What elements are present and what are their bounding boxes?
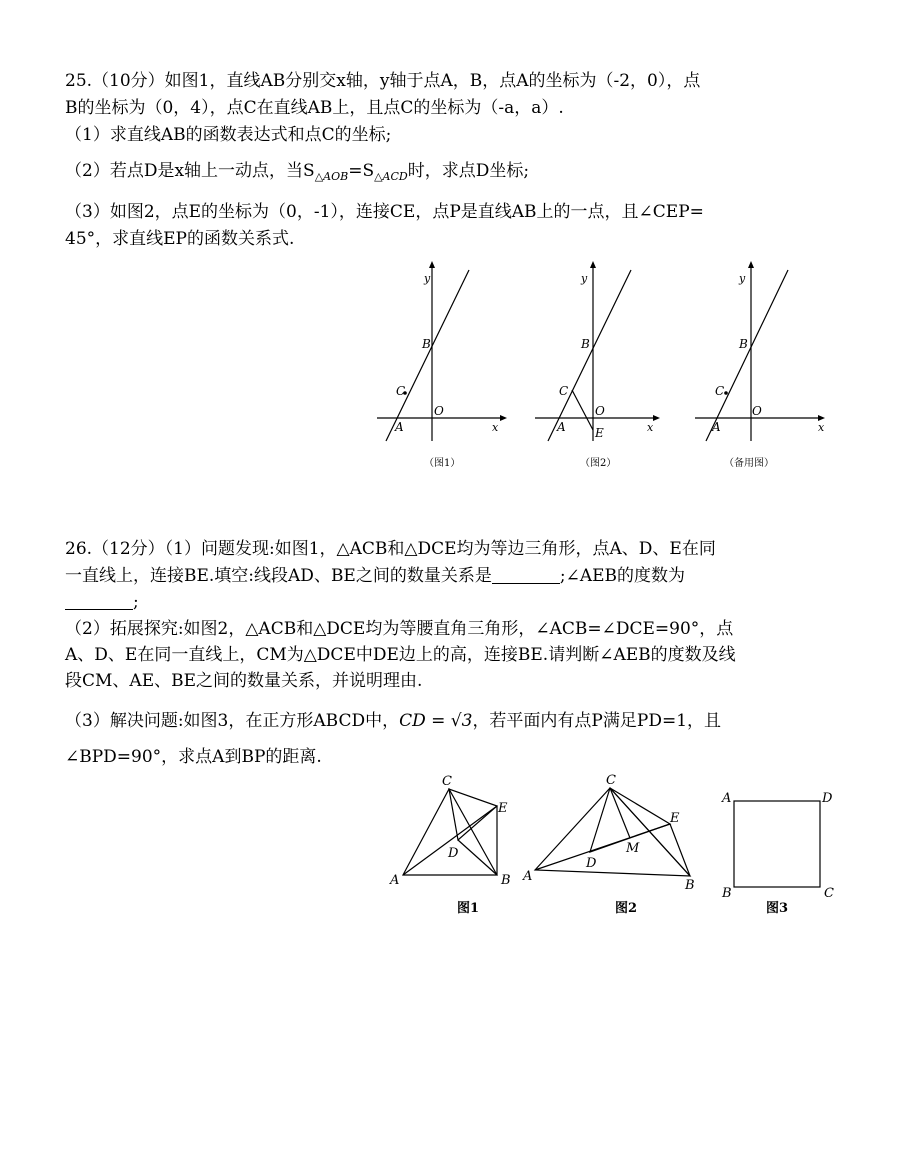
- label-y: y: [581, 272, 588, 285]
- label-c: C: [442, 774, 452, 789]
- label-c: C: [606, 773, 616, 788]
- label-d: D: [822, 791, 833, 806]
- line-ab: [548, 270, 631, 441]
- segment-ce: [572, 390, 593, 430]
- caption-fig3: 图3: [766, 901, 789, 916]
- label-a: A: [557, 420, 566, 434]
- label-b: B: [722, 886, 732, 901]
- q25-figure-backup: [690, 258, 835, 473]
- label-e: E: [498, 801, 508, 816]
- q25-figure-2: [530, 258, 665, 473]
- label-e: E: [595, 426, 604, 440]
- label-o: O: [434, 404, 444, 418]
- label-o: O: [752, 404, 762, 418]
- q25-figure-1: [372, 258, 507, 473]
- segment-be: [670, 824, 690, 876]
- label-m: M: [626, 841, 640, 856]
- y-axis-arrow: [748, 261, 754, 268]
- q25-part2-sub1: △AOB: [314, 170, 349, 183]
- label-c: C: [559, 384, 569, 398]
- q26-part3-b: ，若平面内有点P满足PD=1，且: [472, 711, 722, 731]
- q25-line2: B的坐标为（0，4），点C在直线AB上，且点C的坐标为（-a，a）.: [65, 98, 564, 118]
- label-b: B: [422, 337, 431, 351]
- q26-line3-end: ;: [133, 592, 139, 612]
- label-d: D: [586, 856, 597, 871]
- q25-part2: [65, 160, 529, 188]
- line-ae: [403, 806, 497, 875]
- label-y: y: [739, 272, 746, 285]
- segment-db: [458, 840, 497, 875]
- x-axis-arrow: [653, 415, 660, 421]
- line-ab: [706, 270, 788, 441]
- q26-line1: 26.（12分）（1）问题发现:如图1，△ACB和△DCE均为等边三角形，点A、D、E在同: [65, 539, 716, 559]
- segment-cb: [610, 788, 690, 876]
- x-axis-arrow: [500, 415, 507, 421]
- label-e: E: [670, 811, 680, 826]
- q26-part2-line3: 段CM、AE、BE之间的数量关系，并说明理由.: [65, 671, 423, 691]
- label-a: A: [390, 873, 400, 888]
- caption-fig2: （图2）: [580, 458, 617, 469]
- label-x: x: [818, 421, 825, 434]
- segment-cm: [610, 788, 630, 838]
- label-a: A: [395, 420, 404, 434]
- q26-figure-2: [520, 772, 705, 920]
- q26-line3: [65, 591, 139, 613]
- square-abcd: [734, 801, 820, 887]
- q26-line2-end: ;∠AEB的度数为: [559, 566, 685, 586]
- q26-line2-text: 一直线上，连接BE.填空:线段AD、BE之间的数量关系是: [65, 566, 492, 586]
- math-cd-sqrt3: CD = √3: [399, 711, 473, 731]
- q26-part2-line2: A、D、E在同一直线上，CM为△DCE中DE边上的高，连接BE.请判断∠AEB的度数及线: [65, 645, 736, 665]
- q25-part3-line1: （3）如图2，点E的坐标为（0，-1），连接CE，点P是直线AB上的一点，且∠CEP=: [65, 202, 704, 222]
- q26-figure-3: [718, 784, 843, 920]
- q25-part2-sub2: △ACD: [374, 170, 408, 183]
- label-b: B: [685, 878, 695, 893]
- caption-fig3: （备用图）: [724, 458, 774, 469]
- label-x: x: [492, 421, 499, 434]
- label-a: A: [722, 791, 732, 806]
- q25-part1: （1）求直线AB的函数表达式和点C的坐标;: [65, 125, 392, 145]
- caption-fig2: 图2: [615, 901, 638, 916]
- label-a: A: [523, 869, 533, 884]
- q26-part3-a: （3）解决问题:如图3，在正方形ABCD中，: [65, 711, 400, 731]
- y-axis-arrow: [590, 261, 596, 268]
- label-c: C: [396, 384, 406, 398]
- caption-fig1: 图1: [457, 901, 480, 916]
- q25-part2-b: =S: [348, 161, 375, 181]
- q25-part2-c: 时，求点D坐标;: [407, 161, 530, 181]
- q25-line1: 25.（10分）如图1，直线AB分别交x轴，y轴于点A，B，点A的坐标为（-2，0），点: [65, 71, 701, 91]
- answer-blank-1[interactable]: [492, 567, 560, 584]
- label-c: C: [715, 384, 725, 398]
- label-b: B: [581, 337, 590, 351]
- caption-fig1: （图1）: [424, 458, 461, 469]
- answer-blank-2[interactable]: [65, 593, 133, 610]
- point-c: [724, 391, 728, 395]
- label-o: O: [595, 404, 605, 418]
- triangle-acb: [535, 788, 690, 876]
- label-y: y: [424, 272, 431, 285]
- label-b: B: [739, 337, 748, 351]
- q25-part3-line2: 45°，求直线EP的函数关系式.: [65, 229, 295, 249]
- label-x: x: [647, 421, 654, 434]
- label-c: C: [824, 886, 834, 901]
- q26-part2-line1: （2）拓展探究:如图2，△ACB和△DCE均为等腰直角三角形，∠ACB=∠DCE=90°，点: [65, 619, 734, 639]
- q25-part2-a: （2）若点D是x轴上一动点，当S: [65, 161, 315, 181]
- label-b: B: [501, 873, 511, 888]
- q26-line2: [65, 565, 685, 587]
- q26-part3-line2: ∠BPD=90°，求点A到BP的距离.: [65, 747, 322, 767]
- q26-figure-1: [385, 772, 520, 920]
- label-a: A: [712, 420, 721, 434]
- line-ab: [386, 270, 469, 441]
- q26-part3-line1: [65, 710, 721, 732]
- label-d: D: [448, 846, 459, 861]
- y-axis-arrow: [429, 261, 435, 268]
